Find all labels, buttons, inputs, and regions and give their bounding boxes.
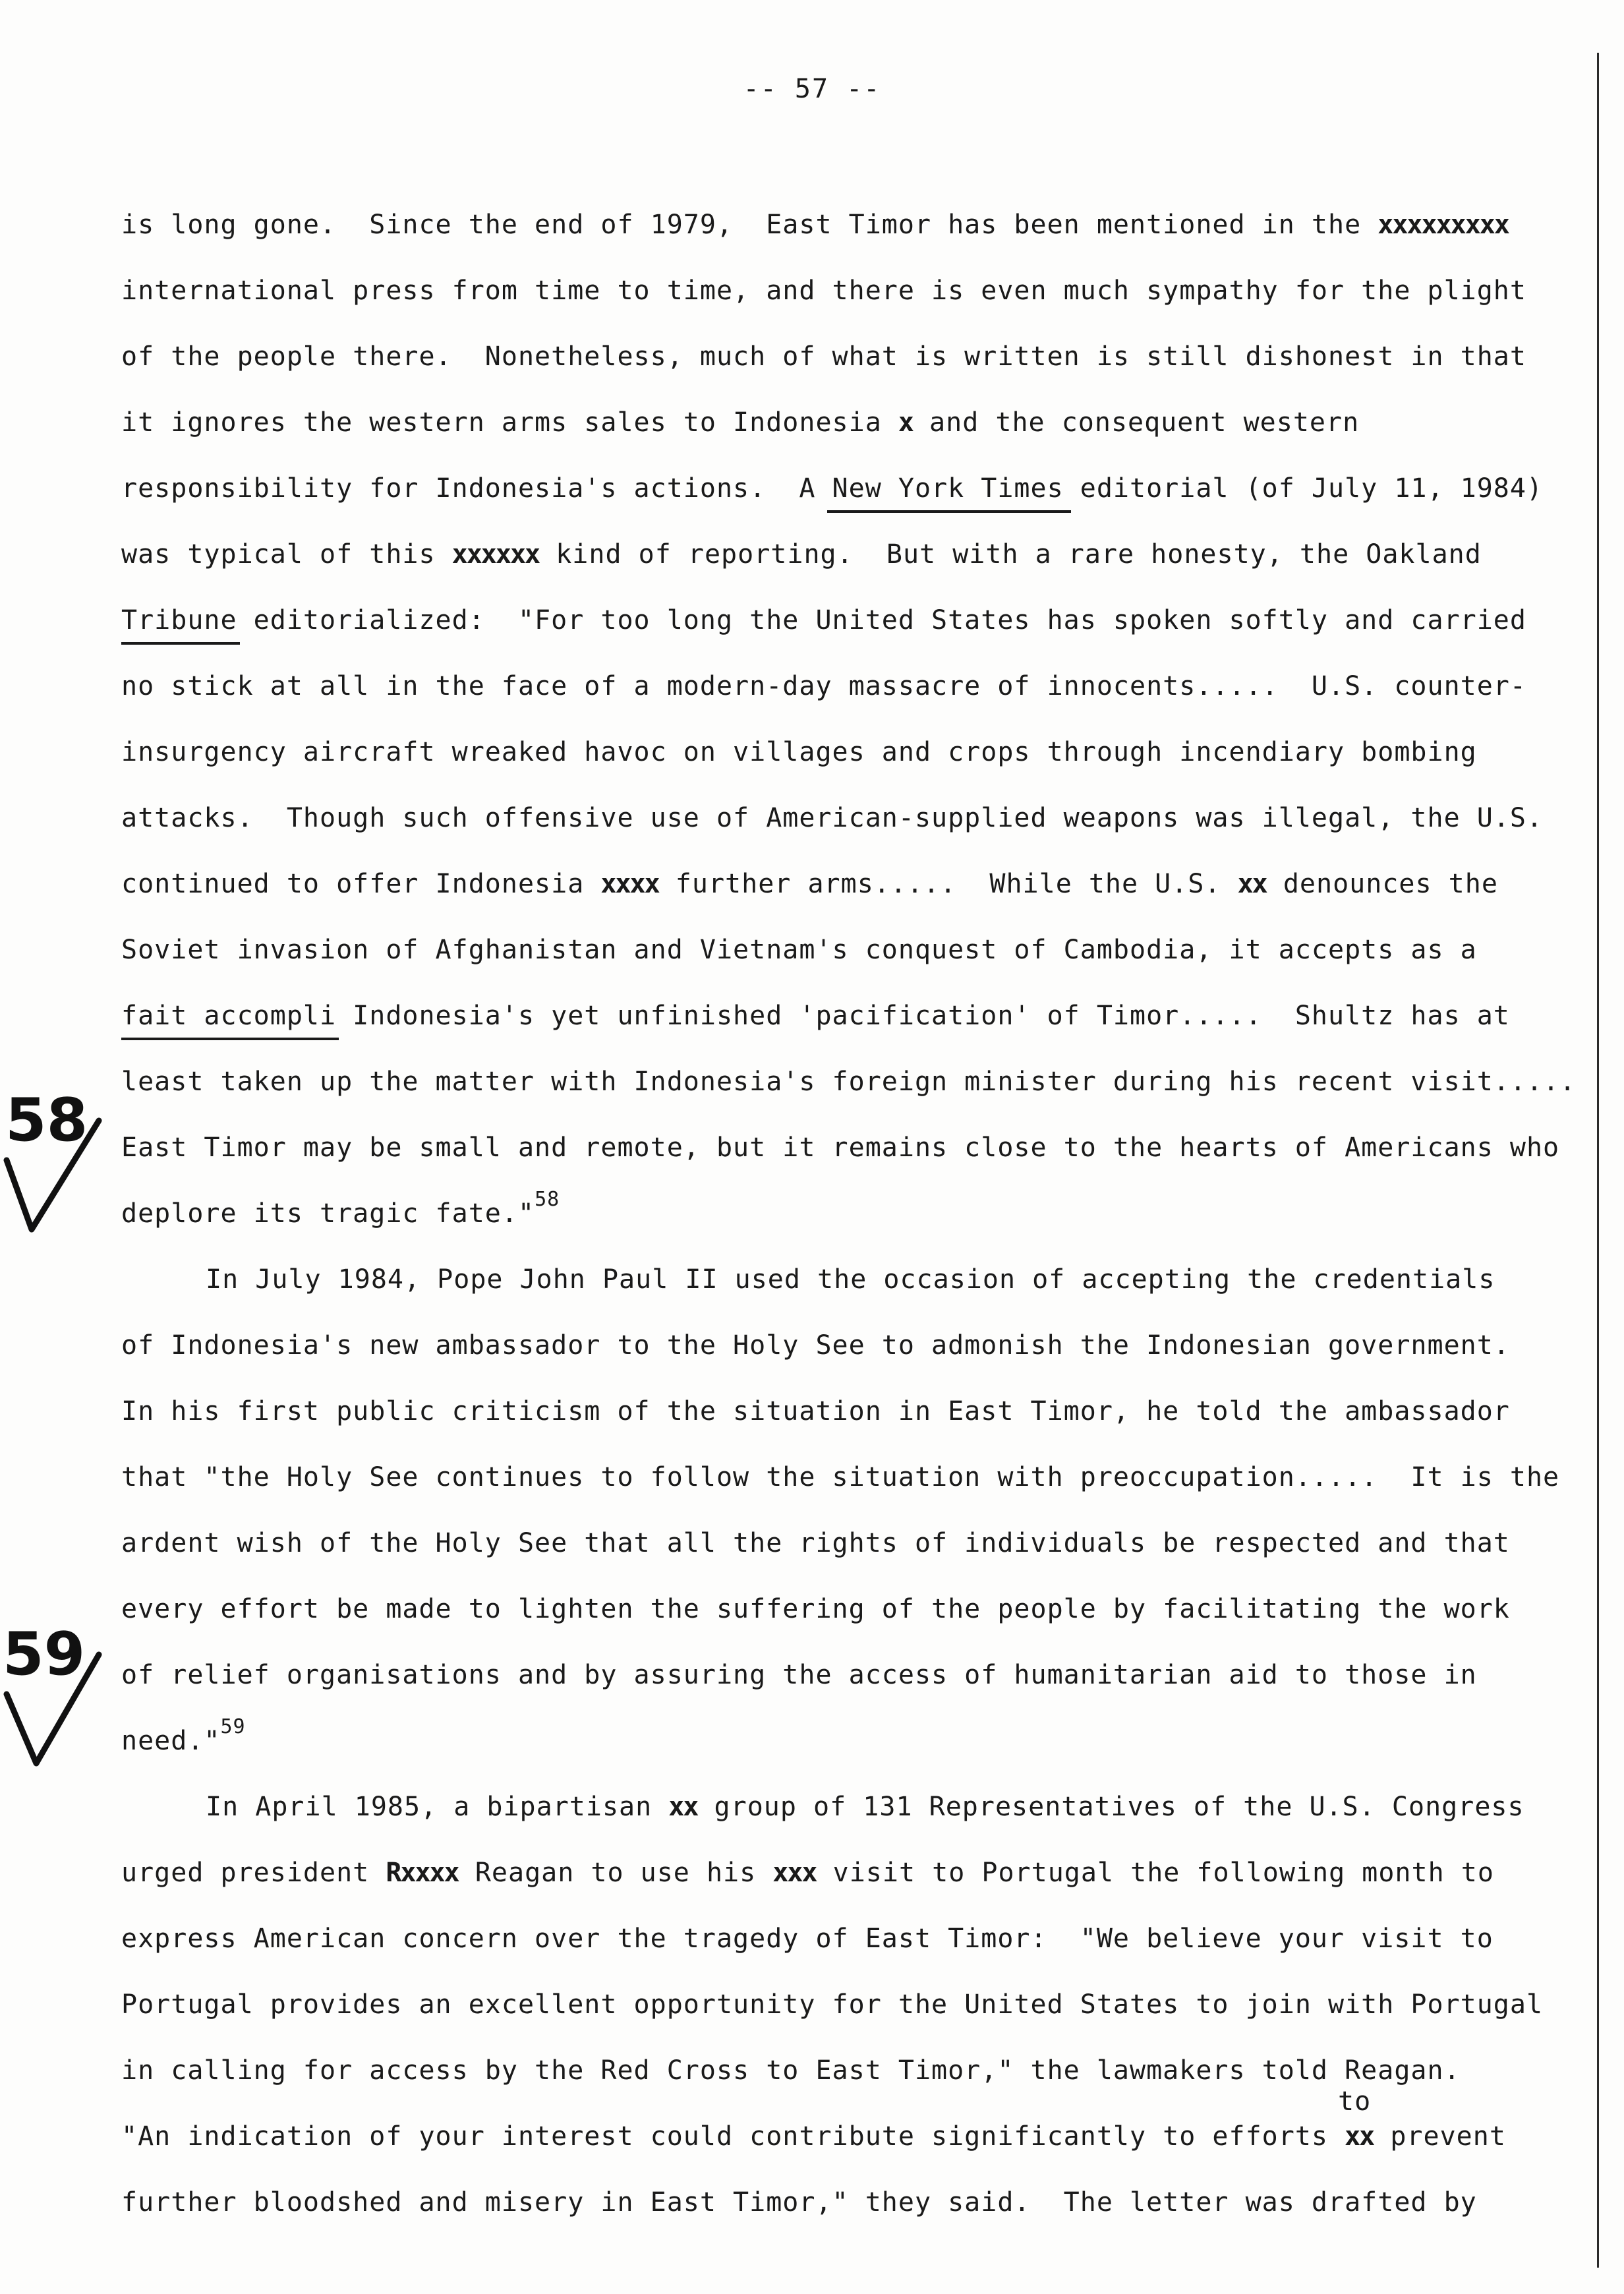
text-line: East Timor may be small and remote, but it remains close to the hearts of Americans who (121, 1132, 1560, 1163)
text-line: in calling for access by the Red Cross to East Timor," the lawmakers told Reagan. (121, 2055, 1461, 2086)
footnote-ref: 59 (220, 1715, 246, 1738)
text-line: Tribune editorialized: "For too long the United States has spoken softly and carried (121, 605, 1526, 635)
text-line: that "the Holy See continues to follow the situation with preoccupation..... It is the (121, 1462, 1560, 1492)
text-line: of Indonesia's new ambassador to the Holy See to admonish the Indonesian government. (121, 1330, 1510, 1361)
underline-fait-accompli (121, 1038, 339, 1040)
text-line: least taken up the matter with Indonesia's foreign minister during his recent visit..... (121, 1067, 1577, 1097)
text-line: continued to offer Indonesia xxxx further arms..... While the U.S. xx denounces the (121, 869, 1498, 899)
text-line: every effort be made to lighten the suffering of the people by facilitating the work (121, 1594, 1510, 1624)
text-line: Soviet invasion of Afghanistan and Vietnam's conquest of Cambodia, it accepts as a (121, 935, 1477, 965)
footnote-ref: 58 (535, 1188, 560, 1211)
text-line: no stick at all in the face of a modern-day massacre of innocents..... U.S. counter- (121, 671, 1526, 701)
text-line: urged president Rxxxx Reagan to use his xxx visit to Portugal the following month to (121, 1858, 1494, 1888)
text-line: In his first public criticism of the situation in East Timor, he told the ambassador (121, 1396, 1510, 1426)
inserted-word-to: to (1338, 2086, 1372, 2117)
page-number: -- 57 -- (743, 74, 881, 104)
text-line: attacks. Though such offensive use of American-supplied weapons was illegal, the U.S. (121, 803, 1544, 833)
handwritten-margin-mark-58 (0, 1081, 119, 1239)
text-line: international press from time to time, and there is even much sympathy for the plight (121, 276, 1526, 306)
text-line: ardent wish of the Holy See that all the rights of individuals be respected and that (121, 1528, 1510, 1558)
check-mark-icon (0, 1081, 119, 1239)
text-line: insurgency aircraft wreaked havoc on villages and crops through incendiary bombing (121, 737, 1477, 767)
text-line: was typical of this xxxxxx kind of reporting. But with a rare honesty, the Oakland (121, 539, 1482, 570)
svg-text:59: 59 (3, 1620, 86, 1689)
text-line: deplore its tragic fate."$^{58}$ (121, 1188, 560, 1229)
text-line: In April 1985, a bipartisan xx group of 131 Representatives of the U.S. Congress (206, 1792, 1524, 1822)
underline-new-york-times (827, 510, 1071, 513)
page-edge-line (1597, 53, 1599, 2268)
text-line: responsibility for Indonesia's actions. A New York Times editorial (of July 11, 1984) (121, 473, 1544, 504)
handwritten-margin-mark-59 (0, 1608, 119, 1767)
text-line: it ignores the western arms sales to Indonesia x and the consequent western (121, 407, 1360, 438)
text-line: In July 1984, Pope John Paul II used the occasion of accepting the credentials (206, 1264, 1495, 1295)
text-line: express American concern over the tragedy of East Timor: "We believe your visit to (121, 1924, 1494, 1954)
text-line: fait accompli Indonesia's yet unfinished 'pacification' of Timor..... Shultz has at (121, 1001, 1510, 1031)
text-line: is long gone. Since the end of 1979, East Timor has been mentioned in the xxxxxxxxx (121, 210, 1509, 240)
text-line: "An indication of your interest could contribute significantly to efforts xx prevent (121, 2121, 1506, 2152)
check-mark-icon (0, 1608, 119, 1767)
svg-text:58: 58 (5, 1086, 88, 1155)
text-line: of relief organisations and by assuring the access of humanitarian aid to those in (121, 1660, 1477, 1690)
text-line: need."$^{59}$ (121, 1715, 246, 1756)
underline-tribune (121, 642, 240, 645)
text-line: Portugal provides an excellent opportunity for the United States to join with Portugal (121, 1989, 1544, 2020)
text-line: further bloodshed and misery in East Timor," they said. The letter was drafted by (121, 2187, 1477, 2218)
text-line: of the people there. Nonetheless, much of what is written is still dishonest in that (121, 341, 1526, 372)
